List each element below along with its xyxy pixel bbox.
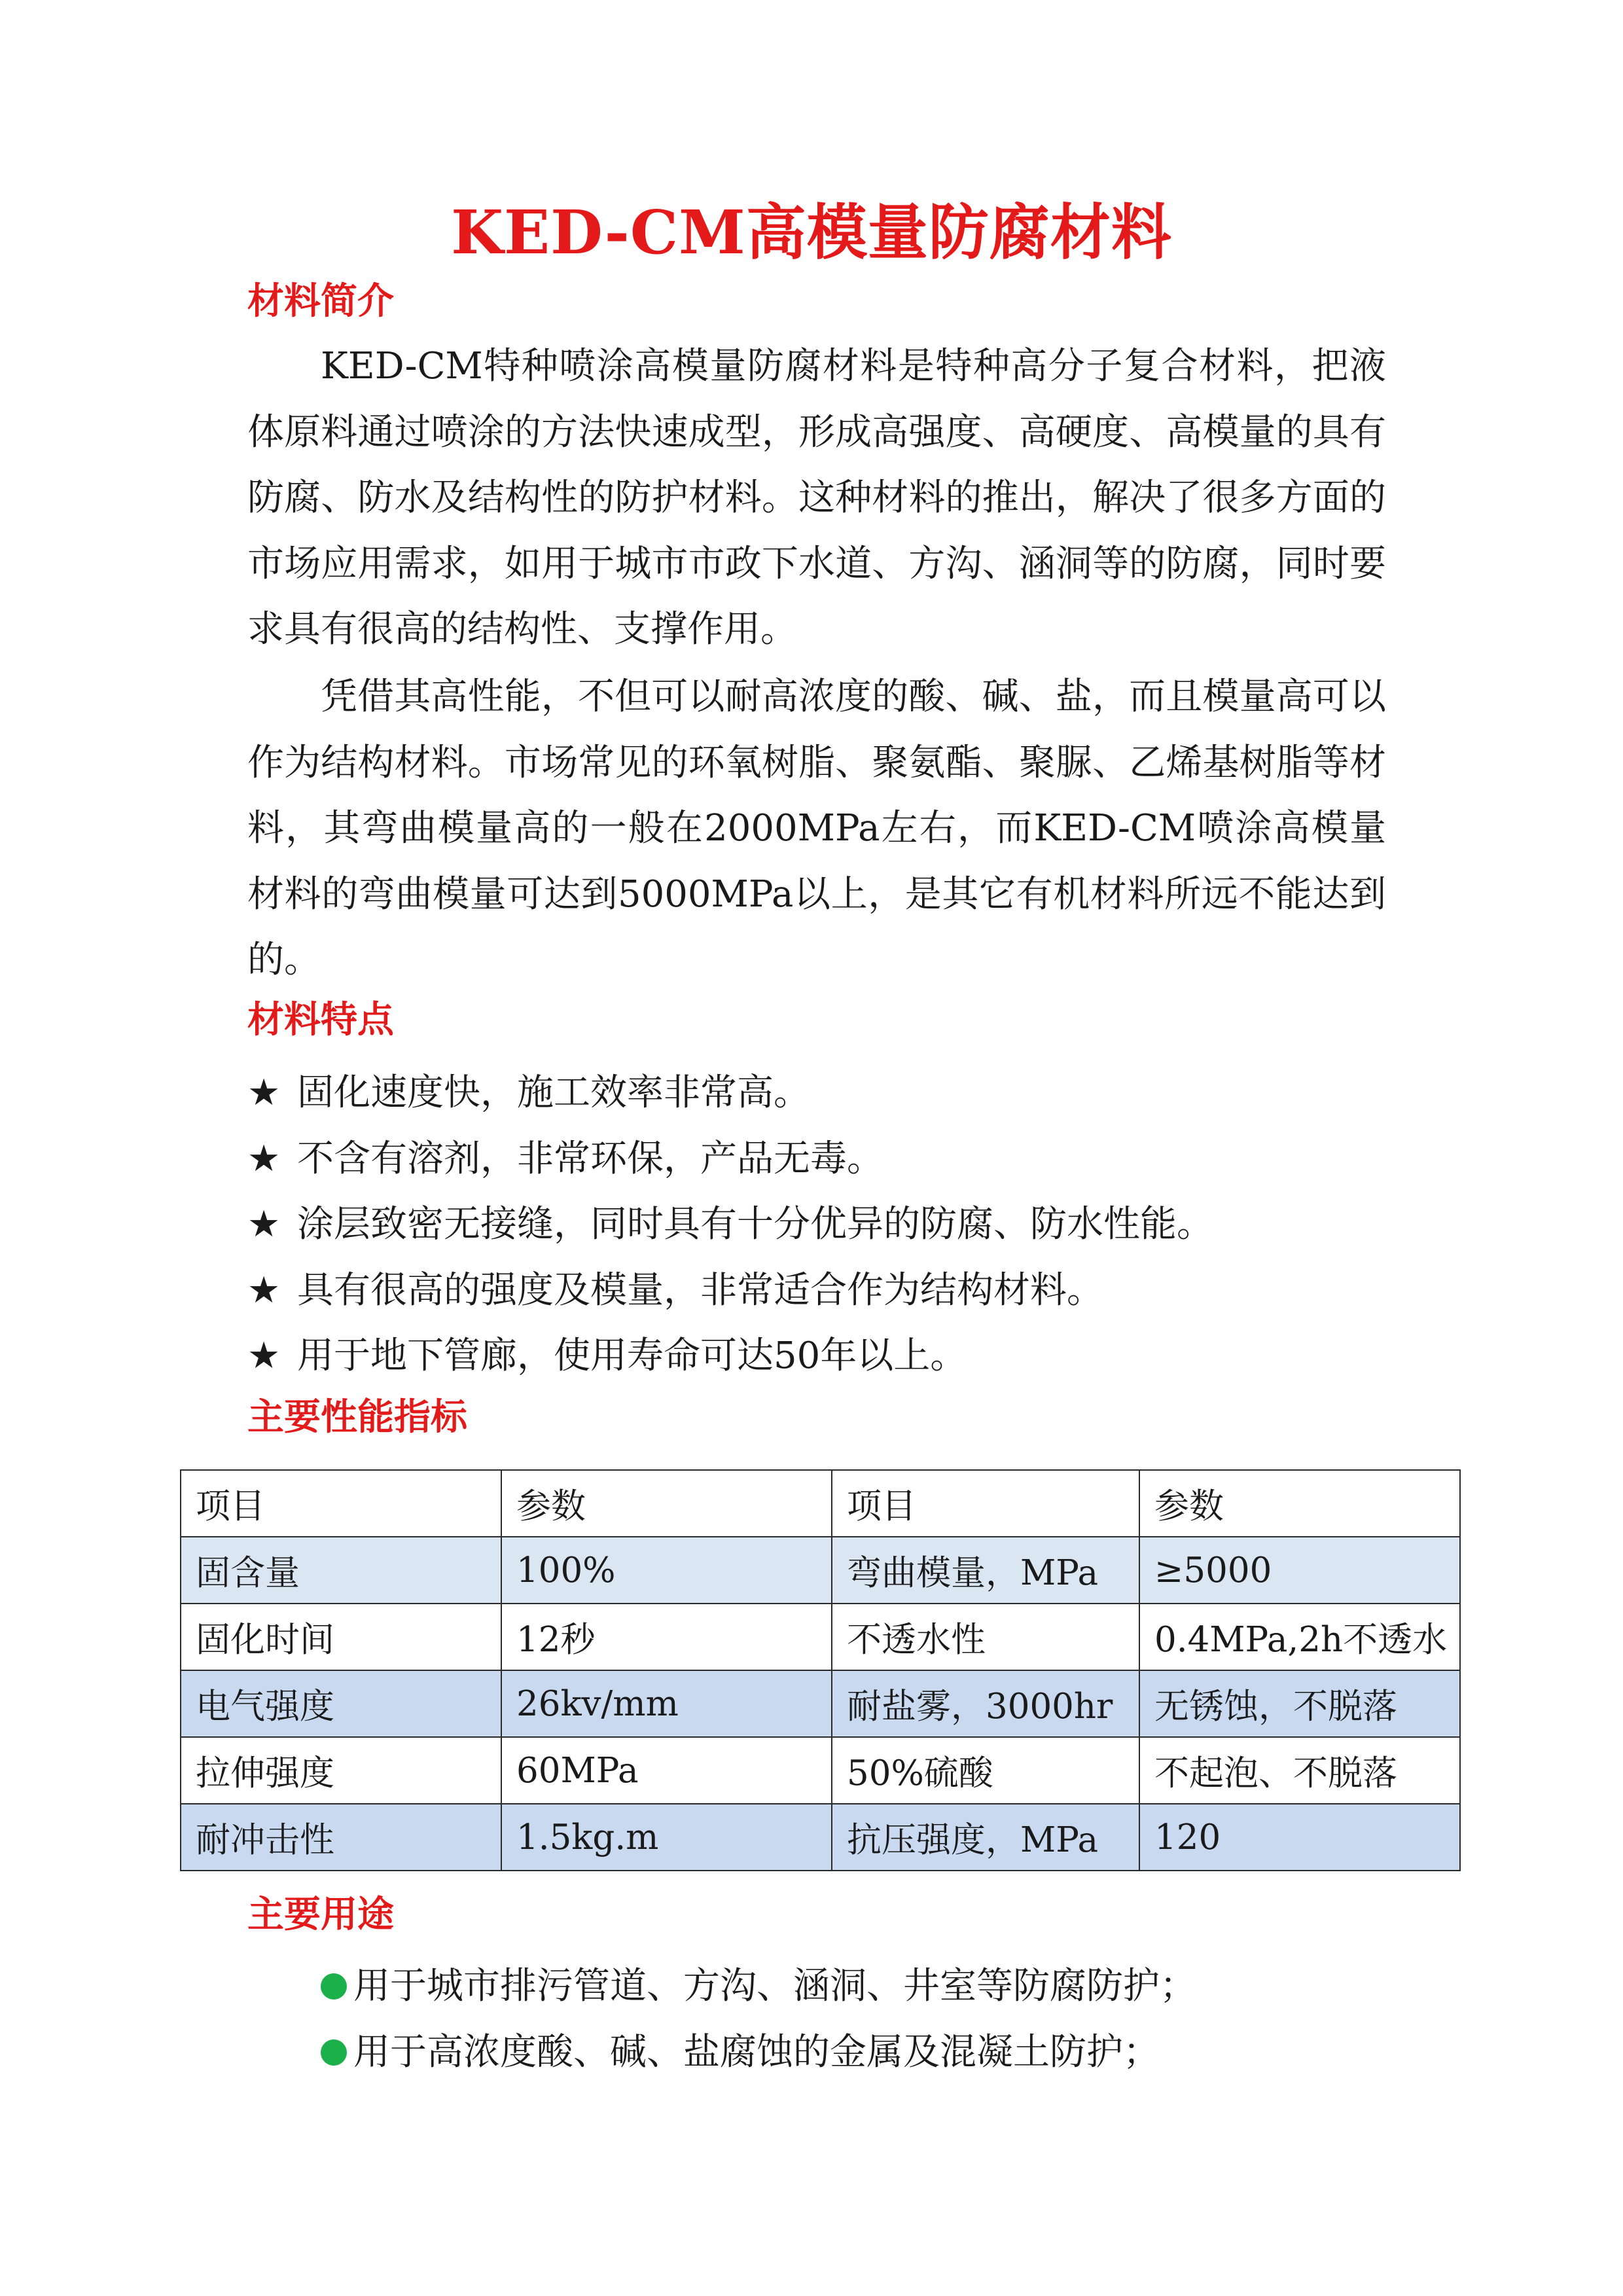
- usage-item: [321, 1954, 1196, 2020]
- section-heading-usage: 主要用途: [247, 1893, 394, 1936]
- feature-text: 用于地下管廊，使用寿命可达50年以上。: [297, 1335, 967, 1377]
- table-cell: 耐冲击性: [181, 1804, 501, 1871]
- green-dot-icon: [321, 1973, 347, 2000]
- table-cell: 不起泡、不脱落: [1139, 1737, 1460, 1804]
- feature-text: 固化速度快，施工效率非常高。: [297, 1071, 810, 1114]
- table-row: [181, 1737, 1460, 1804]
- star-icon: ★: [247, 1268, 281, 1312]
- star-icon: ★: [247, 1137, 281, 1180]
- table-cell: 1.5kg.m: [501, 1804, 832, 1871]
- intro-paragraph-1: KED-CM特种喷涂高模量防腐材料是特种高分子复合材料，把液体原料通过喷涂的方法快速成型，形成高强度、高硬度、高模量的具有防腐、防水及结构性的防护材料。这种材料的推出，解决了很多方面的市场应用需求，如用于城市市政下水道、方沟、涵洞等的防腐，同时要求具有很高的结构性、支撑作用。: [247, 345, 1386, 651]
- table-cell: 100%: [501, 1537, 832, 1604]
- table-cell: 耐盐雾，3000hr: [832, 1670, 1139, 1737]
- feature-item: [247, 1192, 1213, 1258]
- table-cell: 0.4MPa,2h不透水: [1139, 1604, 1460, 1670]
- feature-item: [247, 1323, 1213, 1390]
- spec-table: [180, 1469, 1461, 1871]
- green-dot-icon: [321, 2039, 347, 2066]
- feature-text: 不含有溶剂，非常环保，产品无毒。: [297, 1137, 883, 1180]
- table-row: [181, 1804, 1460, 1871]
- table-cell: 不透水性: [832, 1604, 1139, 1670]
- table-row: [181, 1537, 1460, 1604]
- star-icon: ★: [247, 1335, 281, 1377]
- table-cell: 50%硫酸: [832, 1737, 1139, 1804]
- star-icon: ★: [247, 1203, 281, 1246]
- feature-text: 涂层致密无接缝，同时具有十分优异的防腐、防水性能。: [297, 1203, 1213, 1246]
- table-cell: 12秒: [501, 1604, 832, 1670]
- table-cell: 固含量: [181, 1537, 501, 1604]
- star-icon: ★: [247, 1071, 281, 1114]
- usage-item: [321, 2020, 1196, 2086]
- table-cell: 电气强度: [181, 1670, 501, 1737]
- feature-text: 具有很高的强度及模量，非常适合作为结构材料。: [297, 1268, 1103, 1312]
- usage-list: [321, 1954, 1196, 2085]
- feature-item: [247, 1126, 1213, 1193]
- table-cell: 120: [1139, 1804, 1460, 1871]
- intro-paragraph-2: 凭借其高性能，不但可以耐高浓度的酸、碱、盐，而且模量高可以作为结构材料。市场常见的环氧树脂、聚氨酯、聚脲、乙烯基树脂等材料，其弯曲模量高的一般在2000MPa左右，而KED-CM喷涂高模量材料的弯曲模量可达到5000MPa以上，是其它有机材料所远不能达到的。: [247, 675, 1386, 981]
- table-cell: 固化时间: [181, 1604, 501, 1670]
- table-header-row: [181, 1470, 1460, 1537]
- table-header-cell: 参数: [1139, 1470, 1460, 1537]
- table-header-cell: 项目: [832, 1470, 1139, 1537]
- table-cell: 26kv/mm: [501, 1670, 832, 1737]
- usage-text: 用于高浓度酸、碱、盐腐蚀的金属及混凝土防护；: [353, 2030, 1160, 2073]
- table-cell: 拉伸强度: [181, 1737, 501, 1804]
- feature-item: [247, 1060, 1213, 1126]
- table-cell: 弯曲模量，MPa: [832, 1537, 1139, 1604]
- feature-list: [247, 1060, 1213, 1390]
- table-cell: 无锈蚀，不脱落: [1139, 1670, 1460, 1737]
- feature-item: [247, 1258, 1213, 1324]
- section-heading-specs: 主要性能指标: [247, 1395, 467, 1439]
- table-row: [181, 1604, 1460, 1670]
- table-header-cell: 参数: [501, 1470, 832, 1537]
- table-cell: ≥5000: [1139, 1537, 1460, 1604]
- section-heading-features: 材料特点: [247, 998, 394, 1041]
- table-cell: 60MPa: [501, 1737, 832, 1804]
- document-title: KED-CM高模量防腐材料: [451, 197, 1172, 268]
- table-cell: 抗压强度，MPa: [832, 1804, 1139, 1871]
- table-row: [181, 1670, 1460, 1737]
- usage-text: 用于城市排污管道、方沟、涵洞、井室等防腐防护；: [353, 1965, 1196, 2007]
- section-heading-intro: 材料简介: [247, 279, 394, 323]
- table-header-cell: 项目: [181, 1470, 501, 1537]
